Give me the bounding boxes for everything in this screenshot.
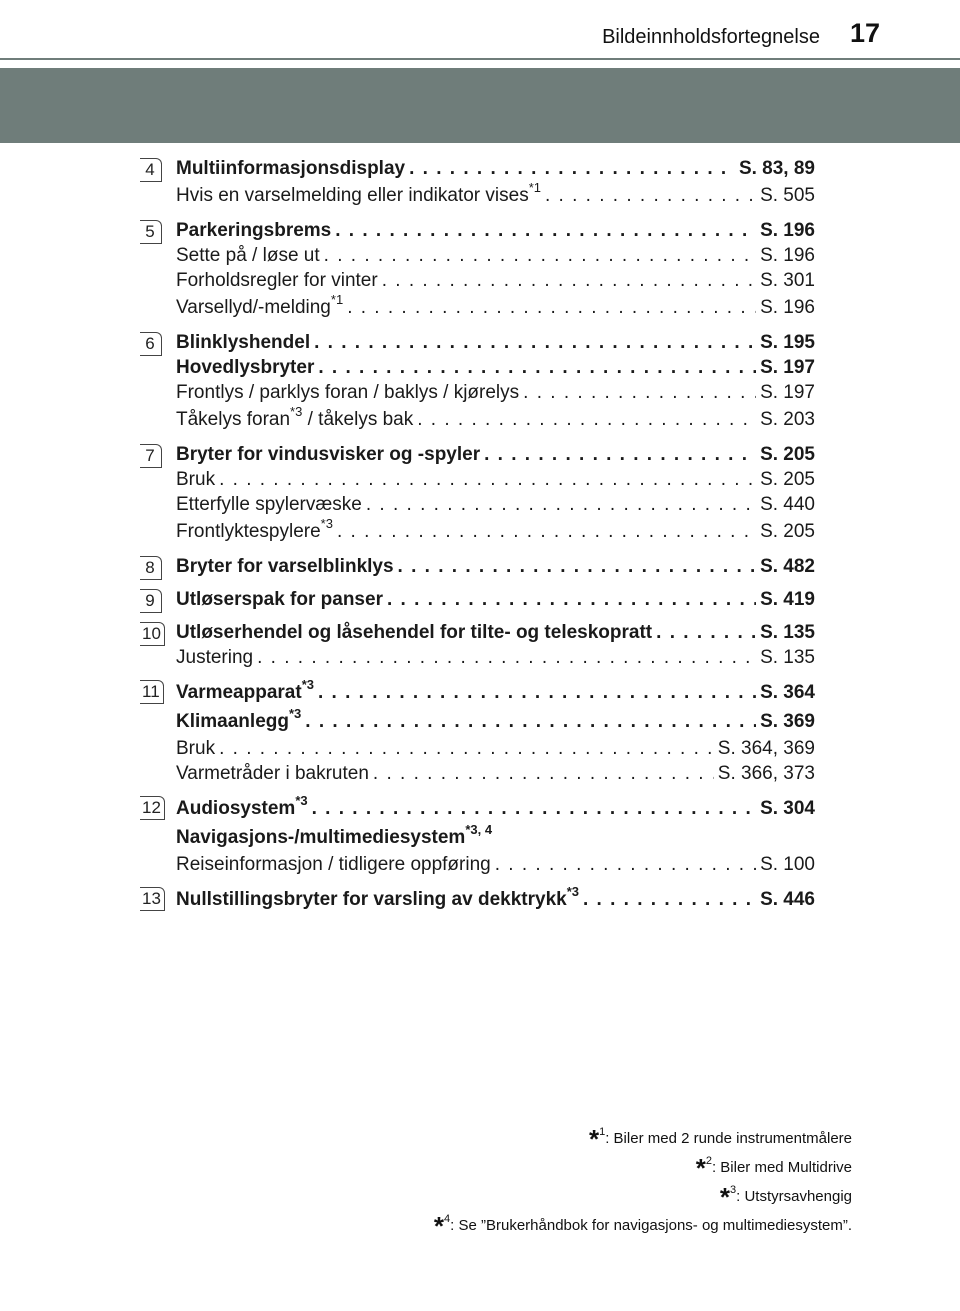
toc-entry[interactable] [176,380,815,405]
entry-label: Hovedlysbryter [176,357,315,378]
footnotes [433,1122,852,1241]
entry-label: Varsellyd/-melding$^{*1}$ [176,291,344,318]
footnote-ref: *3 [566,883,579,899]
page-reference[interactable]: S. 419 [760,589,815,610]
footnote-ref: *3 [290,403,303,419]
entry-label: Reiseinformasjon / tidligere oppføring [176,854,491,875]
toc-entry[interactable] [176,405,815,434]
page-reference[interactable]: S. 83, 89 [738,158,815,179]
page-reference[interactable]: S. 366, 373 [717,763,815,784]
page-reference[interactable]: S. 203 [760,409,815,430]
toc-entry[interactable] [176,355,815,380]
toc-group [140,678,815,786]
toc-group [140,218,815,322]
entry-label: Audiosystem$^{*3}$ [176,792,308,819]
toc-entry[interactable] [176,181,815,210]
entry-label: Nullstillingsbryter for varsling av dekktrykk$^{*3}$ [176,883,579,910]
toc-group [140,794,815,877]
page-reference[interactable]: S. 205 [760,469,815,490]
dot-leader [305,707,756,736]
header-banner [0,68,960,143]
page-reference[interactable]: S. 440 [760,494,815,515]
toc-group [140,442,815,546]
toc-entry[interactable] [176,852,815,877]
footnote: *$^2$: Biler med Multidrive [695,1153,852,1183]
page-reference[interactable]: S. 205 [760,444,815,465]
toc-entry[interactable] [176,587,815,612]
footnote-ref: *3 [301,676,314,692]
toc-entry[interactable] [176,678,815,707]
page-reference[interactable]: S. 197 [760,382,815,403]
page-reference[interactable]: S. 196 [760,245,815,266]
toc-entry[interactable] [176,736,815,761]
footnote-ref: *3, 4 [465,821,493,837]
dot-leader [545,181,756,210]
callout-number: 7 [140,444,162,468]
dot-leader [257,645,756,670]
dot-leader [417,405,756,434]
callout-number: 13 [140,887,165,911]
footnote-ref: *3 [295,792,308,808]
page-reference[interactable]: S. 135 [760,647,815,668]
toc-entry[interactable] [176,218,815,243]
dot-leader [324,243,756,268]
callout-number: 10 [140,622,165,646]
page-reference[interactable]: S. 482 [760,556,815,577]
footnote-ref: *3 [288,705,302,721]
page-reference[interactable]: S. 446 [760,889,815,910]
toc-entry[interactable] [176,293,815,322]
entry-label: Frontlys / parklys foran / baklys / kjørelys [176,382,520,403]
entry-label: Utløserspak for panser [176,589,383,610]
dot-leader [314,330,756,355]
toc-group [140,330,815,434]
dot-leader [318,355,756,380]
footnote: *$^4$: Se ”Brukerhåndbok for navigasjons- og multimediesystem”. [433,1211,852,1241]
page-reference[interactable]: S. 196 [760,297,815,318]
toc-group [140,156,815,210]
page-reference[interactable]: S. 196 [760,220,815,241]
callout-number: 11 [140,680,164,704]
page-reference[interactable]: S. 197 [760,357,815,378]
dot-leader [337,517,756,546]
toc-entry[interactable] [176,794,815,823]
entry-label: Utløserhendel og låsehendel for tilte- og teleskopratt [176,622,653,643]
entry-label: Tåkelys foran$^{*3}$ / tåkelys bak [176,403,414,430]
entry-label: Navigasjons-/multimediesystem$^{*3, 4}$ [176,821,493,848]
callout-number: 9 [140,589,162,613]
callout-number: 5 [140,220,162,244]
toc-entry[interactable] [176,823,815,852]
page-reference[interactable]: S. 304 [760,798,815,819]
entry-label: Varmeapparat$^{*3}$ [176,676,314,703]
dot-leader [656,620,756,645]
entry-label: Bruk [176,738,216,759]
entry-label: Varmetråder i bakruten [176,763,369,784]
dot-leader [335,218,756,243]
callout-number: 6 [140,332,162,356]
toc-group [140,554,815,579]
entry-label: Bruk [176,469,216,490]
footnote: *$^3$: Utstyrsavhengig [719,1182,852,1212]
toc-entry[interactable] [176,467,815,492]
toc-group [140,587,815,612]
footnote-ref: *1 [330,291,344,307]
page-reference[interactable]: S. 195 [760,332,815,353]
page-reference[interactable]: S. 364, 369 [717,738,815,759]
page-title: Bildeinnholdsfortegnelse [602,26,820,48]
footnote-ref: *3 [320,515,333,531]
dot-leader [523,380,756,405]
entry-label: Forholdsregler for vinter [176,270,378,291]
entry-label: Etterfylle spylervæske [176,494,362,515]
toc-entry[interactable] [176,517,815,546]
entry-label: Hvis en varselmelding eller indikator vises$^{*1}$ [176,179,541,206]
dot-leader [382,268,756,293]
dot-leader [219,736,714,761]
page-reference[interactable]: S. 369 [760,711,815,732]
toc-entry[interactable] [176,761,815,786]
toc-entry[interactable] [176,492,815,517]
entry-label: Multiinformasjonsdisplay [176,158,406,179]
dot-leader [409,156,735,181]
entry-label: Parkeringsbrems [176,220,332,241]
entry-label: Sette på / løse ut [176,245,320,266]
toc-entry[interactable] [176,442,815,467]
toc-entry[interactable] [176,554,815,579]
entry-label: Frontlyktespylere$^{*3}$ [176,515,333,542]
toc-entry[interactable] [176,645,815,670]
page-reference[interactable]: S. 364 [760,682,815,703]
dot-leader [373,761,714,786]
toc-entry[interactable] [176,620,815,645]
toc-entry[interactable] [176,156,815,181]
toc-entry[interactable] [176,707,815,736]
footnote: *$^1$: Biler med 2 runde instrumentmålere [588,1124,852,1154]
entry-label: Justering [176,647,254,668]
toc-entry[interactable] [176,243,815,268]
entry-label: Klimaanlegg$^{*3}$ [176,705,302,732]
table-of-contents [140,156,815,922]
page-reference[interactable]: S. 205 [760,521,815,542]
dot-leader [484,442,756,467]
dot-leader [312,794,756,823]
callout-number: 8 [140,556,162,580]
toc-entry[interactable] [176,268,815,293]
page-reference[interactable]: S. 505 [760,185,815,206]
dot-leader [366,492,756,517]
callout-number: 4 [140,158,162,182]
dot-leader [398,554,757,579]
toc-entry[interactable] [176,330,815,355]
toc-entry[interactable] [176,885,815,914]
page-reference[interactable]: S. 301 [760,270,815,291]
callout-number: 12 [140,796,165,820]
page-number: 17 [849,18,881,48]
dot-leader [583,885,756,914]
entry-label: Bryter for varselblinklys [176,556,394,577]
page-reference[interactable]: S. 135 [760,622,815,643]
dot-leader [347,293,756,322]
dot-leader [495,852,756,877]
toc-group [140,620,815,670]
entry-label: Bryter for vindusvisker og -spyler [176,444,481,465]
footnote-ref: *1 [528,179,541,195]
toc-group [140,885,815,914]
page-reference[interactable]: S. 100 [760,854,815,875]
dot-leader [387,587,756,612]
entry-label: Blinklyshendel [176,332,311,353]
dot-leader [219,467,756,492]
dot-leader [318,678,756,707]
